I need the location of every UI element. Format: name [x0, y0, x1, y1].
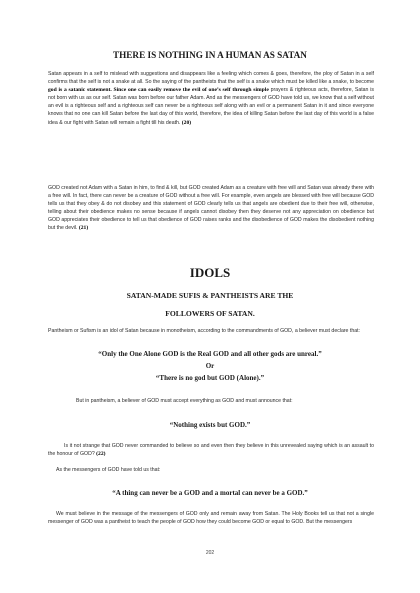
subheading-line2: FOLLOWERS OF SATAN. [165, 309, 255, 318]
paragraph-text: GOD created not Adam with a Satan in him, to find & kill, but GOD created Adam as a creature with free will and Satan was already there with a free will. In fact, there can never be a creature of GOD without a free will. For example, even angels are blessed with free will because GOD tells us that they obey & do not disobey and this statement of GOD clearly tells us that angels are obedient due to their free will, otherwise, telling about their obedience makes no sense because if angels cannot disobey then they deserve not any appreciation on obedience but GOD appreciates their obedience to tell us that obedience of GOD raises ranks and the disobedience of GOD makes the disobedient nothing but the devil. [48, 185, 374, 232]
idols-heading: IDOLS [189, 265, 231, 280]
paragraph-text-cont: prayers & righteous acts, therefore, Satan is not born with us as our self. Satan was born before our father Adam. And as the messengers of GOD have told us, we know that a self without an evil is a righteous self and a righteous self can never be a righteous self along with an evil or a permanent Satan in it and since everyone knows that no one can kill Satan before the last day of this world, therefore, the idea of killing Satan before the last day of this world is a false idea & our fight with Satan will remain a fight till his death. [48, 87, 374, 126]
paragraph-believe-message: We must believe in the message of the messengers of GOD only and remain away from Satan. The Holy Books tell us that not a single messenger of GOD was a pantheist to teach the people of GOD how they could become GOD or equal to GOD. But the messengers [48, 511, 374, 526]
footnote-ref: (20) [181, 119, 192, 126]
footnote-ref: (22) [96, 451, 106, 458]
quote-mortal: “A thing can never be a GOD and a mortal can never be a GOD.” [112, 489, 308, 497]
quote-nothing-exists: “Nothing exists but GOD.” [169, 421, 251, 429]
quote-or: Or [205, 362, 215, 370]
quote-one-god: “Only the One Alone GOD is the Real GOD and all other gods are unreal.” [98, 350, 322, 358]
section-heading: THERE IS NOTHING IN A HUMAN AS SATAN [113, 50, 307, 60]
paragraph-messengers: As the messengers of GOD have told us that: [56, 467, 161, 473]
paragraph-free-will [48, 184, 374, 233]
subheading-line1: SATAN-MADE SUFIS & PANTHEISTS ARE THE [126, 291, 294, 300]
paragraph-text: Satan appears in a self to mislead with suggestions and disappears like a feeling which comes & goes, therefore, the ploy of Satan in a self confirms that the self is not a snake at all. So the saying of the pantheists that the self is a snake which must be killed like a snake, to become [48, 71, 374, 86]
page-number: 202 [205, 550, 215, 556]
paragraph-bold-text: god is a satanic statement. Since one can easily remove the evil of one’s self through simple [48, 87, 269, 94]
paragraph-satan-self [48, 70, 374, 127]
quote-no-god: “There is no god but GOD (Alone).” [155, 374, 265, 382]
paragraph-pantheism-believer: But in pantheism, a believer of GOD must accept everything as GOD and must announce that: [76, 398, 293, 404]
paragraph-pantheism: Pantheism or Sufism is an idol of Satan because in monotheism, according to the commandments of GOD, a believer must declare that: [48, 328, 360, 334]
footnote-ref: (21) [78, 225, 89, 232]
paragraph-text: Is it not strange that GOD never commanded to believe so and even then they believe in this unrevealed saying which is an assault to the honour of GOD? [48, 443, 374, 458]
paragraph-strange [48, 442, 374, 458]
